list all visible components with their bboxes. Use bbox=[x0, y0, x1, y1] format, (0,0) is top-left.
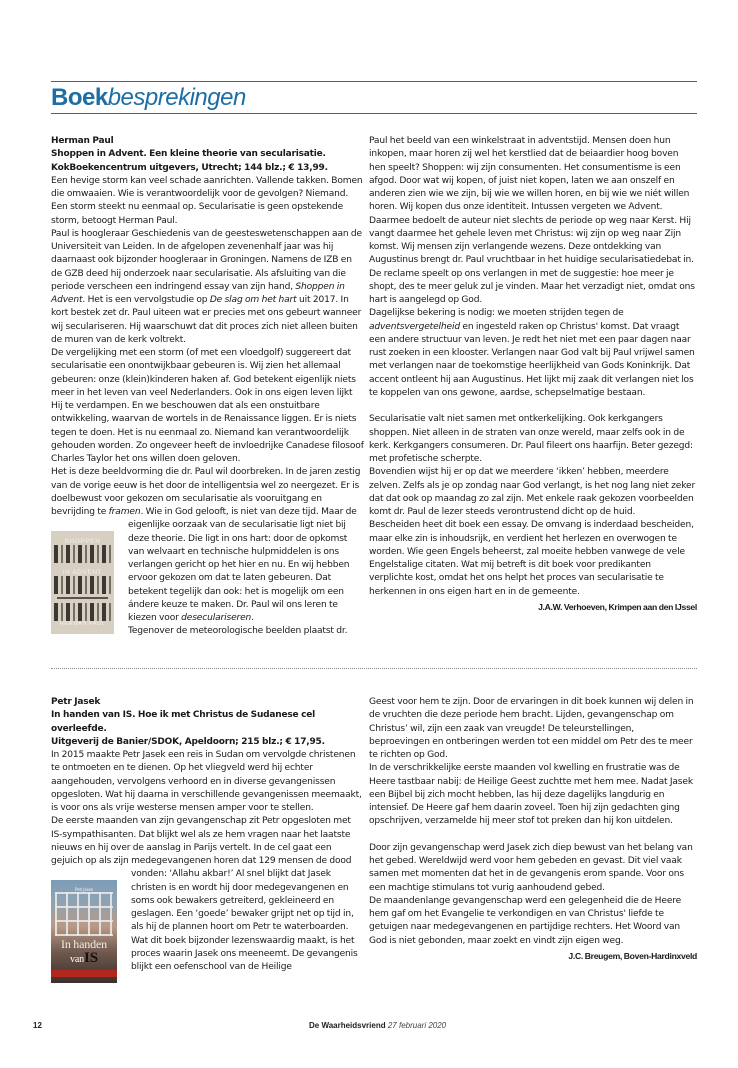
review1-left-column bbox=[51, 135, 364, 639]
review1-cover-wrap bbox=[51, 519, 364, 638]
review2-paragraph: Geest voor hem te zijn. Door de ervaringen in dit boek kunnen wij delen in de vruchten die deze periode hem bracht. Lijden, gevangenschap om Christus’ wil, zijn een zaak van vreugde! De teleurstellingen, beproevingen en ontberingen werden tot een middel om Petr des te meer te richten op God. bbox=[369, 697, 694, 760]
review2-paragraph: De maandenlange gevangenschap werd een gelegenheid die de Heere hem gaf om het Evangelie te verkondigen en van Christus' liefde te getuigen naar medegevangenen en partijdige rechters. Het Woord van God is niet gebonden, maar zoekt en vindt zijn eigen weg. bbox=[369, 895, 682, 946]
review2-left-column bbox=[51, 696, 364, 983]
page-number: 12 bbox=[33, 1021, 42, 1030]
review1-paragraph: Bovendien wijst hij er op dat we meerdere ‘ikken’ hebben, meerdere zelven. Zelfs als je op zondag naar God verlangt, is het nog lang niet zeker dat dat ook op maandag zo zal zijn. Met enkele raak gekozen voorbeelden komt dr. Paul de lezer steeds verontrustend dicht op de huid. bbox=[369, 467, 696, 517]
issue-date: 27 februari 2020 bbox=[387, 1021, 447, 1030]
silhouettes-decoration bbox=[54, 545, 111, 563]
review1-wrap-text: eigenlijke oorzaak van de secularisatie ligt niet bij deze theorie. Die ligt in ons hart: door de opkomst van welvaart en technische hulpmiddelen is ons verlangen gericht op het hier en nu. En wij hebben ervoor gekozen om dat te laten gebeuren. Dat betekent tegelijk dan ook: het is mogelijk om een ándere keuze te maken. Dr. Paul wil ons leren te kiezen voor deseculariseren. Tegenover de meteorologische beelden plaatst dr. bbox=[128, 520, 350, 637]
review1-paragraph: Bescheiden heet dit boek een essay. De omvang is inderdaad bescheiden, maar elke zin is inhoudsrijk, en verdient het herlezen en overwogen te worden. Wie geen Engels beheerst, zal moeite hebben vanwege de vele Engelstalige citaten. Wat mij betreft is dit boek voor predikanten verplichte kost, omdat het ons helpt het proces van secularisatie te herkennen in ons eigen hart en in de gemeente. bbox=[369, 520, 694, 597]
review1-paragraph: Het is deze beeldvorming die dr. Paul wil doorbreken. In de jaren zestig van de vorige eeuw is het door de intelligentsia wel zo neergezet. Er is doelbewust voor gekozen om secularisatie als vooruitgang en bevrijding te framen. Wie in God gelooft, is niet van deze tijd. Maar de bbox=[51, 467, 361, 517]
book-cover-in-handen-van-is: Petr Jasek In handen vanIS bbox=[51, 880, 117, 983]
review1-paragraph: Dagelijkse bekering is nodig: we moeten strijden tegen de adventsvergetelheid en ingesteld raken op Christus' komst. Dat vraagt een andere structuur van leven. Je redt het niet met een paar dagen naar rust zoeken in een klooster. Verlangen naar God valt bij Paul vrijwel samen met verlangen naar de toekomstige heerlijkheid van Gods Koninkrijk. Dat accent ontleent hij aan Augustinus. Het lijkt mij zaak dit verlangen niet los te koppelen van ons gewone, aardse, schepselmatige bestaan. bbox=[369, 308, 695, 398]
review2-cover-wrap bbox=[51, 868, 364, 983]
section-heading-italic: besprekingen bbox=[107, 84, 246, 111]
review2-right-column bbox=[369, 696, 697, 963]
review2-paragraph: In de verschrikkelijke eerste maanden vol kwelling en frustratie was de Heere tastbaar nabij: de Heilige Geest zuchtte met hem mee. Nadat Jasek een Bijbel bij zich mocht hebben, las hij deze dagelijks langdurig en intensief. De Heere gaf hem daarin zoveel. Toen hij zijn gedachten ging opschrijven, verzamelde hij meer stof tot preken dan hij kon uitdelen. bbox=[369, 763, 693, 827]
review2-author: Petr Jasek bbox=[51, 697, 101, 707]
section-heading bbox=[51, 84, 246, 112]
section-heading-bold: Boek bbox=[51, 84, 108, 111]
review2-publisher: Uitgeverij de Banier/SDOK, Apeldoorn; 215 blz.; € 17,95. bbox=[51, 736, 325, 747]
review1-right-column bbox=[369, 135, 697, 614]
review1-book-title: Shoppen in Advent. Een kleine theorie van secularisatie. bbox=[51, 149, 326, 160]
review1-paragraph: Secularisatie valt niet samen met ontkerkelijking. Ook kerkgangers shoppen. Niet alleen in de straten van onze wereld, maar zelfs ook in de kerk. Kerkgangers consumeren. Dr. Paul fileert ons haarfijn. Beter gezegd: met profetische scherpte. bbox=[369, 414, 693, 464]
review1-paragraph: Paul is hoogleraar Geschiedenis van de geesteswetenschappen aan de Universiteit van Leiden. In de afgelopen zevenenhalf jaar was hij daarnaast ook bijzonder hoogleraar in Groningen. Namens de IZB en de GZB deed hij onderzoek naar secularisatie. Als afsluiting van die periode verscheen een indringend essay van zijn hand, Shoppen in Advent. Het is een vervolgstudie op De slag om het hart uit 2017. In kort bestek zet dr. Paul uiteen wat er precies met ons gebeurt wanneer wij seculariseren. Hij waarschuwt dat dit proces zich niet alleen buiten de muren van de kerk voltrekt. bbox=[51, 228, 362, 345]
review-separator bbox=[51, 668, 697, 669]
review1-publisher: KokBoekencentrum uitgevers, Utrecht; 144 blz.; € 13,99. bbox=[51, 162, 328, 173]
review1-author: Herman Paul bbox=[51, 136, 114, 146]
silhouettes-decoration bbox=[54, 576, 111, 594]
review2-paragraph: Door zijn gevangenschap werd Jasek zich diep bewust van het belang van het gebed. Wereldwijd werd voor hem gebeden en gevast. Dit viel vaak samen met momenten dat het in de gevangenis erom spande. Voor ons een machtige stimulans tot vurig aanhoudend gebed. bbox=[369, 842, 693, 893]
magazine-name: De Waarheidsvriend bbox=[309, 1021, 386, 1030]
review2-paragraph: In 2015 maakte Petr Jasek een reis in Sudan om vervolgde christenen te ontmoeten en te dienen. Op het vliegveld werd hij echter aangehouden, vervolgens verhoord en in diverse gevangenissen opgesloten. Wat hij daarna in verschillende gevangenissen meemaakt, is voor ons als vrije westerse mensen amper voor te stellen. bbox=[51, 750, 362, 813]
review1-paragraph: De vergelijking met een storm (of met een vloedgolf) suggereert dat secularisatie een onontwijkbaar gebeuren is. Wij zien het allemaal gebeuren: onze (klein)kinderen haken af. God betekent eigenlijk niets meer in het leven van veel Nederlanders. Ook in ons eigen leven lijkt Hij te verdampen. En we beschouwen dat als een onstuitbare ontwikkeling, waarvan de wortels in de Renaissance liggen. Er is niets tegen te doen. Het is nu eenmaal zo. Niemand kan verantwoordelijk gehouden worden. Zo ongeveer heeft de invloedrijke Canadese filosoof Charles Taylor het ons willen doen geloven. bbox=[51, 348, 364, 464]
footer-publication bbox=[309, 1021, 446, 1030]
header-rule-bottom bbox=[51, 113, 697, 114]
book-cover-shoppen-in-advent: SHOPPEN IN ADVENT HERMAN PAUL bbox=[51, 531, 114, 634]
review1-paragraph: Een hevige storm kan veel schade aanrichten. Vallende takken. Bomen die omwaaien. Wie is verantwoordelijk voor de gevolgen? Niemand. Een storm steekt nu eenmaal op. Secularisatie is geen opstekende storm, betoogt Herman Paul. bbox=[51, 175, 363, 226]
prison-bars-decoration bbox=[55, 892, 113, 936]
review2-paragraph: De eerste maanden van zijn gevangenschap zit Petr opgesloten met IS-sympathisanten. Dat blijkt wel als ze hem vragen naar het laatste nieuws en hij over de aanslag in Parijs vertelt. In de cel gaat een gejuich op als zijn medegevangenen horen dat 129 mensen de dood bbox=[51, 816, 352, 866]
review2-wrap-text: vonden: ‘Allahu akbar!’ Al snel blijkt dat Jasek christen is en wordt hij door medegevangenen en soms ook bewakers getreiterd, gekleineerd en geslagen. Een ‘goede’ bewaker grijpt net op tijd in, als hij de plannen hoort om Petr te waterboarden. Wat dit boek bijzonder lezenswaardig maakt, is het proces waarin Jasek ons meeneemt. De gevangenis blijkt een oefenschool van de Heilige bbox=[131, 869, 358, 972]
review2-signature: J.C. Breugem, Boven-Hardinxveld bbox=[568, 950, 697, 961]
review2-book-title: In handen van IS. Hoe ik met Christus de Sudanese cel overleefde. bbox=[51, 710, 316, 734]
review1-paragraph: Paul het beeld van een winkelstraat in adventstijd. Mensen doen hun inkopen, maar horen zij wel het kerstlied dat de beiaardier hoog boven hen speelt? Shoppen: wij zijn consumenten. Het consumentisme is een afgod. Door wat wij kopen, of juist niet kopen, laten we aan onszelf en anderen zien wie we zijn, bij wie we willen horen, en bij wie we niét willen horen. Wij kopen dus onze identiteit. Intussen vergeten we Advent. Daarmee bedoelt de auteur niet slechts de periode op weg naar Kerst. Hij vangt daarmee het gehele leven met Christus: wij zijn op weg naar Zijn komst. Wij mensen zijn verlangende wezens. Deze ontdekking van Augustinus brengt dr. Paul vruchtbaar in het huidige secularisatiedebat in. De reclame speelt op ons verlangen in met de suggestie: hoe meer je shopt, des te meer geluk zul je vinden. Maar het verzadigt niet, omdat ons hart is aangelegd op God. bbox=[369, 136, 695, 305]
header-rule-top bbox=[51, 81, 697, 82]
review1-signature: J.A.W. Verhoeven, Krimpen aan den IJssel bbox=[538, 601, 697, 612]
